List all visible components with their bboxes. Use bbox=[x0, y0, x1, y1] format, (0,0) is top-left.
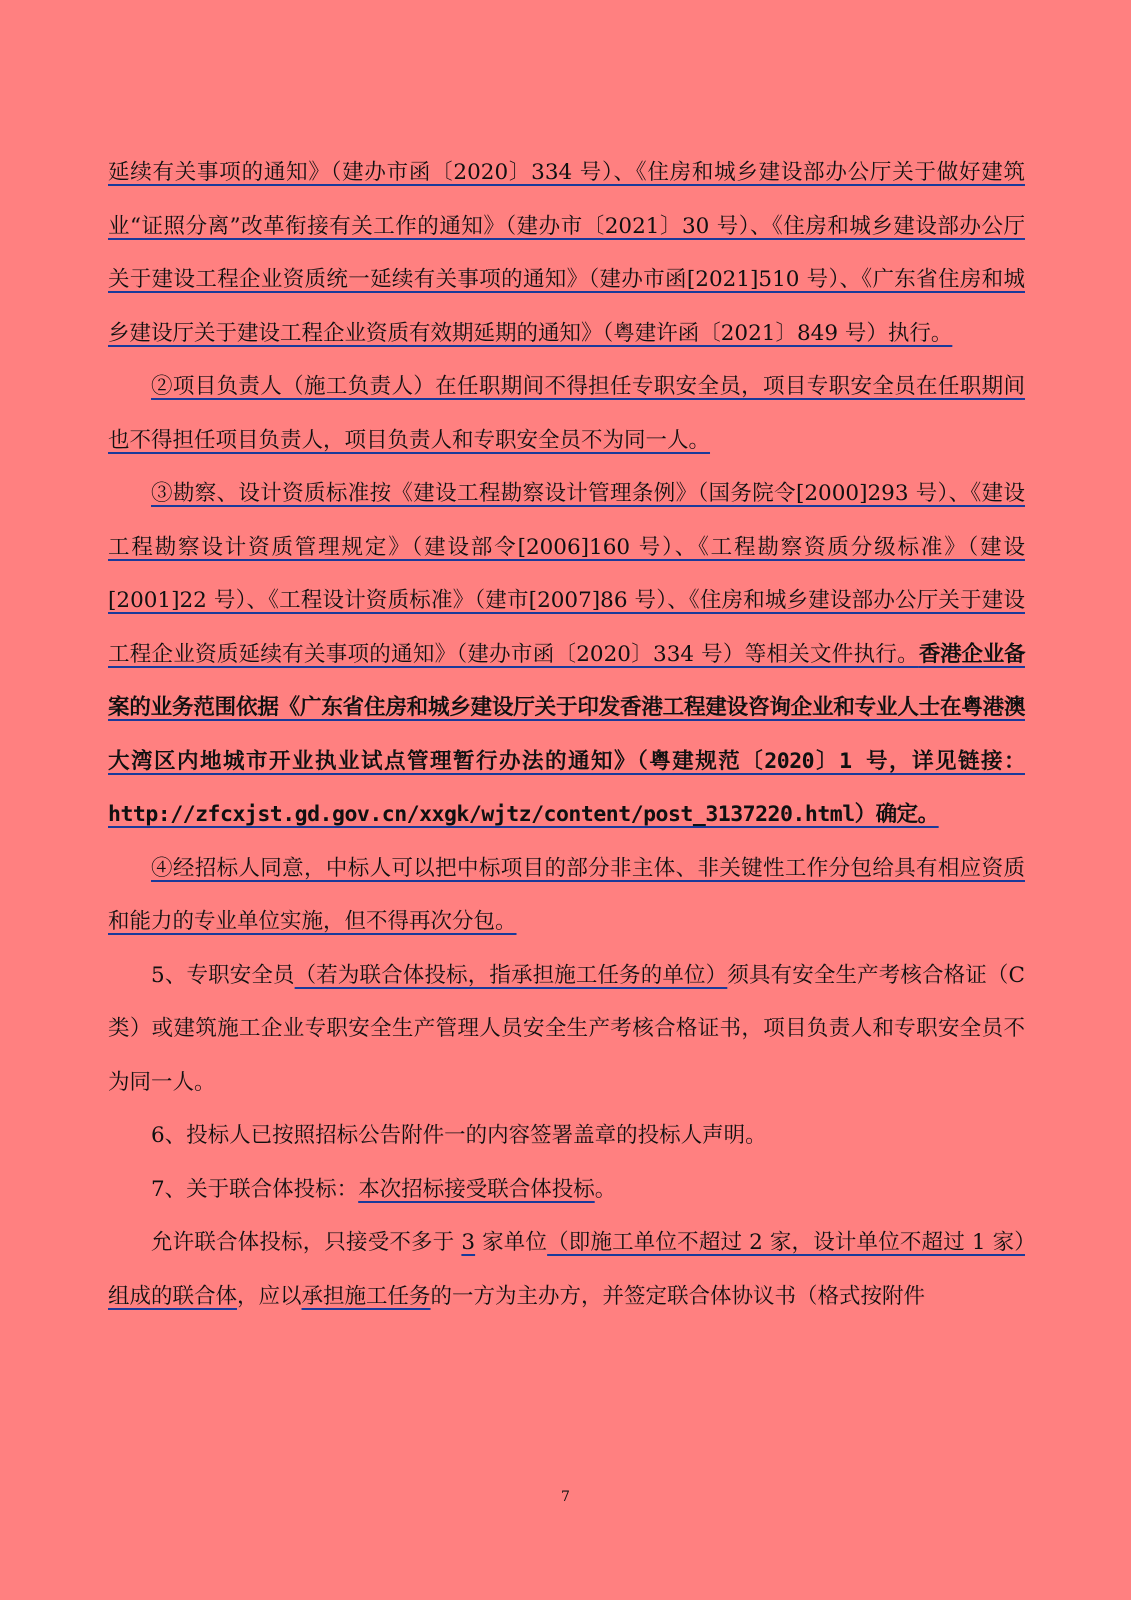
underlined-text: （若为联合体投标，指承担施工任务的单位） bbox=[294, 962, 728, 988]
underlined-text: ④经招标人同意，中标人可以把中标项目的部分非主体、非关键性工作分包给具有相应资质和能力的专业单位实施，但不得再次分包。 bbox=[108, 855, 1025, 934]
paragraph-7-consortium bbox=[108, 1163, 1025, 1217]
paragraph-qualification-continuation bbox=[108, 146, 1025, 360]
plain-text: 须具有安全生产考核合格证（C 类）或建筑施工企业专职安全生产管理人员安全生产考核合格证书，项目负责人和专职安全员不为同一人。 bbox=[108, 962, 1026, 1095]
underlined-text: ③勘察、设计资质标准按《建设工程勘察设计管理条例》（国务院令[2000]293 号）、《建设工程勘察设计资质管理规定》（建设部令[2006]160 号）、《工程勘察资质分级标准》（建设[2001]22 号）、《工程设计资质标准》（建市[2007]86 号）、《住房和城乡建设部办公厅关于建设工程企业资质延续有关事项的通知》（建办市函〔2020〕334 号）等相关文件执行。 bbox=[108, 481, 1025, 667]
underlined-text: 3 bbox=[461, 1230, 476, 1255]
paragraph-item-4 bbox=[108, 842, 1025, 949]
hong-kong-enterprise-note: 香港企业备案的业务范围依据《广东省住房和城乡建设厅关于印发香港工程建设咨询企业和专业人士在粤港澳大湾区内地城市开业执业试点管理暂行办法的通知》（粤建规范〔2020〕1 号，详见链接：http://zfcxjst.gd.gov.cn/xxgk/wjtz/content/post_3137220.html）确定。 bbox=[108, 641, 1025, 827]
paragraph-item-3 bbox=[108, 467, 1025, 842]
plain-text: ，应以 bbox=[237, 1283, 302, 1309]
underlined-text: 本次招标接受联合体投标 bbox=[358, 1176, 595, 1202]
page-number: 7 bbox=[561, 1489, 570, 1505]
paragraph-consortium-rules bbox=[108, 1216, 1025, 1323]
plain-text: 。 bbox=[594, 1176, 617, 1202]
body-text bbox=[108, 146, 1025, 1323]
paragraph-6-bidder-statement bbox=[108, 1109, 1025, 1163]
plain-text: 允许联合体投标，只接受不多于 bbox=[151, 1230, 462, 1255]
plain-text: 的一方为主办方，并签定联合体协议书（格式按附件 bbox=[430, 1283, 926, 1309]
underlined-text: 延续有关事项的通知》（建办市函〔2020〕334 号）、《住房和城乡建设部办公厅关于做好建筑业“证照分离”改革衔接有关工作的通知》（建办市〔2021〕30 号）、《住房和城乡建设部办公厅关于建设工程企业资质统一延续有关事项的通知》（建办市函[2021]510 号）、《广东省住房和城乡建设厅关于建设工程企业资质有效期延期的通知》（粤建许函〔2021〕849 号）执行。 bbox=[108, 160, 1025, 346]
plain-text: 7、关于联合体投标： bbox=[151, 1176, 359, 1202]
underlined-text: （即施工单位不超过 2 家，设计单位不超过 1 家）组成的联合体 bbox=[108, 1230, 1025, 1309]
underlined-text: 承担施工任务 bbox=[301, 1283, 431, 1309]
paragraph-item-2 bbox=[108, 360, 1025, 467]
plain-text: 5、专职安全员 bbox=[151, 962, 295, 988]
plain-text: 家单位 bbox=[475, 1230, 548, 1255]
plain-text: 6、投标人已按照招标公告附件一的内容签署盖章的投标人声明。 bbox=[151, 1123, 767, 1148]
paragraph-5-safety-officer bbox=[108, 949, 1025, 1110]
underlined-text: ②项目负责人（施工负责人）在任职期间不得担任专职安全员，项目专职安全员在任职期间也不得担任项目负责人，项目负责人和专职安全员不为同一人。 bbox=[108, 374, 1025, 453]
